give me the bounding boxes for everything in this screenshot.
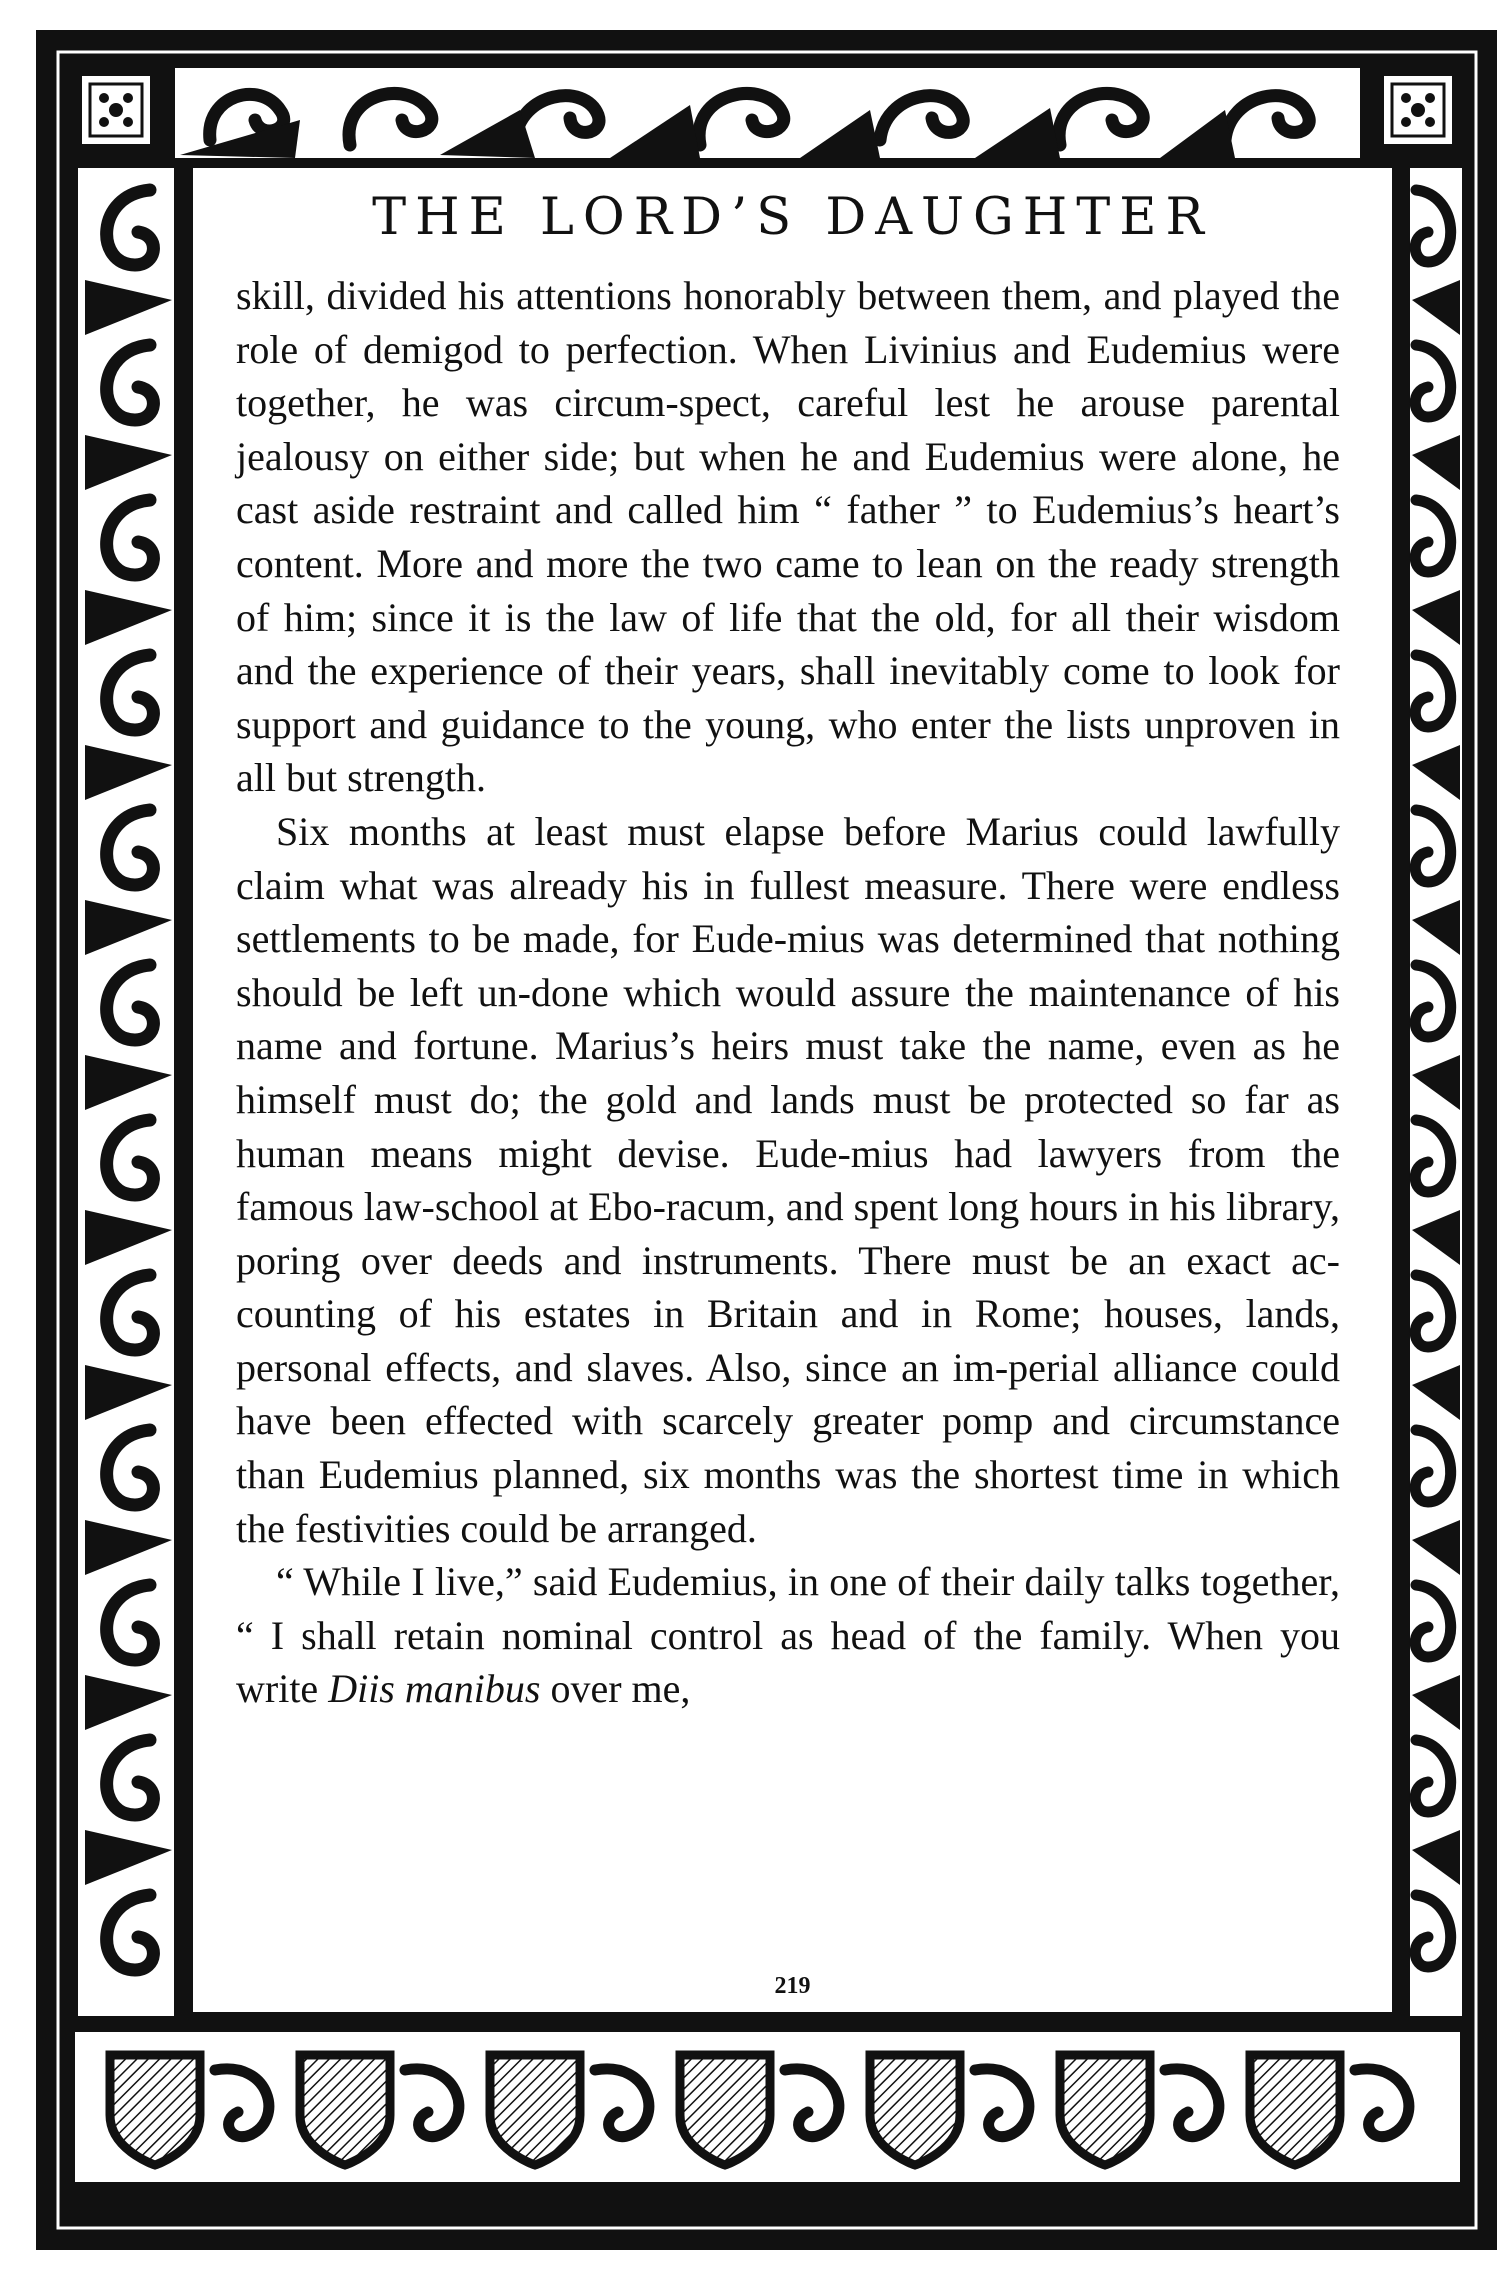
paragraph — [236, 269, 1340, 805]
corner-ornament-top-left — [80, 74, 152, 146]
top-scroll-band — [175, 68, 1360, 158]
bottom-shield-band — [75, 2032, 1460, 2182]
paragraph — [236, 805, 1340, 1555]
right-scroll-band — [1410, 168, 1462, 2016]
page-title: THE LORD’S DAUGHTER — [372, 188, 1213, 247]
page-number: 219 — [774, 1973, 811, 1999]
left-scroll-band — [78, 168, 174, 2016]
paragraph-text: Six months at least must elapse before Marius could lawfully claim what was already his in fullest measure. There were endless settlements to be made, for Eude-mius was determined that nothing should be left un-done which would assure the maintenance of his name and fortune. Marius’s heirs must take the name, even as he himself must do; the gold and lands must be protected so far as human means might devise. Eude-mius had lawyers from the famous law-school at Ebo-racum, and spent long hours in his library, poring over deeds and instruments. There must be an exact ac-counting of his estates in Britain and in Rome; houses, lands, personal effects, and slaves. Also, since an im-perial alliance could have been effected with scarcely greater pomp and circumstance than Eudemius planned, six months was the shortest time in which the festivities could be arranged. — [236, 808, 1340, 1551]
corner-ornament-top-right — [1382, 74, 1454, 146]
paragraph-text: “ While I live,” said Eudemius, in one of their daily talks together, “ I shall retain nominal control as head of the family. When you write — [236, 1559, 1340, 1712]
paragraph-text: over me, — [540, 1666, 691, 1712]
text-panel — [190, 165, 1395, 2015]
paragraph-text: skill, divided his attentions honorably between them, and played the role of demigod to perfection. When Livinius and Eudemius were together, he was circum-spect, careful lest he arouse parental jealousy on either side; but when he and Eudemius were alone, he cast aside restraint and called him “ father ” to Eudemius’s heart’s content. More and more the two came to lean on the ready strength of him; since it is the law of life that the old, for all their wisdom and the experience of their years, shall inevitably come to look for support and guidance to the young, who enter the lists unproven in all but strength. — [236, 273, 1340, 801]
body-text — [236, 269, 1340, 1716]
italic-phrase: Diis manibus — [328, 1666, 541, 1712]
paragraph — [236, 1555, 1340, 1716]
